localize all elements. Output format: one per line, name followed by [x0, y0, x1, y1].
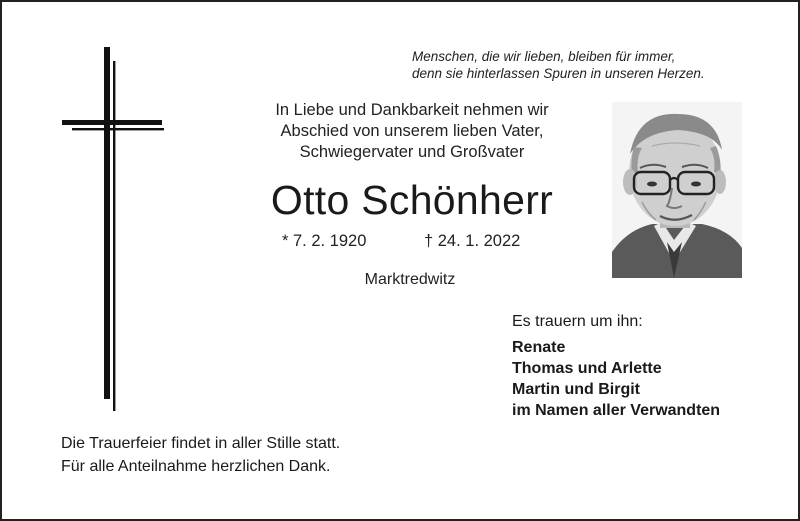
cross-icon: [57, 47, 167, 412]
closing-line-2: Für alle Anteilnahme herzlichen Dank.: [61, 458, 331, 475]
mourner-name-3: Martin und Birgit: [512, 381, 640, 398]
quote-line-1: Menschen, die wir lieben, bleiben für immer,: [412, 49, 676, 64]
closing-line-1: Die Trauerfeier findet in aller Stille statt.: [61, 435, 341, 452]
intro-text: [232, 100, 592, 163]
deceased-name: Otto Schönherr: [270, 177, 554, 223]
birth-date: * 7. 2. 1920: [282, 232, 367, 250]
intro-line-1: In Liebe und Dankbarkeit nehmen wir: [275, 101, 549, 119]
quote-line-2: denn sie hinterlassen Spuren in unseren Herzen.: [412, 66, 705, 81]
intro-line-3: Schwiegervater und Großvater: [299, 143, 525, 161]
place-of-residence: Marktredwitz: [364, 271, 456, 288]
memorial-quote: [412, 48, 752, 82]
mourner-name-1: Renate: [512, 339, 566, 356]
mourners-lead: Es trauern um ihn:: [512, 313, 643, 330]
death-date: † 24. 1. 2022: [424, 232, 521, 250]
mourner-name-2: Thomas und Arlette: [512, 360, 662, 377]
mourner-name-4: im Namen aller Verwandten: [512, 402, 721, 419]
portrait-photo: [612, 102, 742, 278]
intro-line-2: Abschied von unserem lieben Vater,: [280, 122, 544, 140]
mourners-block: [512, 311, 792, 421]
closing-text: [61, 432, 441, 478]
